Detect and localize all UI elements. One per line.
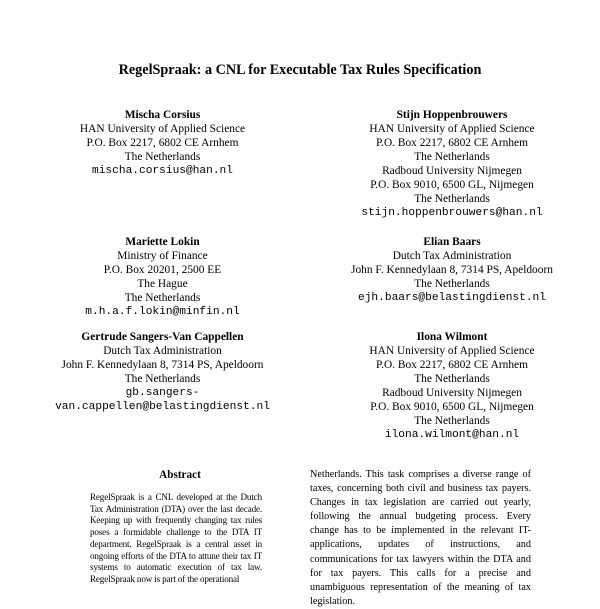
author-email: stijn.hoppenbrouwers@han.nl (361, 207, 543, 219)
author-name: Mischa Corsius (124, 109, 201, 121)
author-affiliation: Dutch Tax Administration (103, 345, 222, 357)
author-affiliation-2: Radboud University Nijmegen (382, 165, 522, 177)
author-name: Elian Baars (423, 236, 481, 248)
author-country: The Netherlands (414, 151, 490, 163)
author-affiliation: HAN University of Applied Science (79, 123, 246, 135)
author-address-2: P.O. Box 9010, 6500 GL, Nijmegen (370, 401, 534, 413)
author-city: The Hague (137, 278, 188, 290)
abstract-text: RegelSpraak is a CNL developed at the Dutch Tax Administration (DTA) over the last decade. Keeping up with frequently changing tax rules poses a formidable challenge to the DTA IT department. RegelSpraak is a central asset in ongoing efforts of the DTA to attune their tax IT systems to automatic execution of tax law. RegelSpraak now is part of the operational (90, 492, 262, 584)
author-email: mischa.corsius@han.nl (92, 165, 233, 177)
author-name: Ilona Wilmont (416, 331, 488, 343)
author-affiliation-2: Radboud University Nijmegen (382, 387, 522, 399)
author-block-corsius (0, 108, 325, 178)
author-address: P.O. Box 2217, 6802 CE Arnhem (376, 137, 528, 149)
author-email: ejh.baars@belastingdienst.nl (358, 292, 546, 304)
author-country-2: The Netherlands (414, 415, 490, 427)
author-address: John F. Kennedylaan 8, 7314 PS, Apeldoorn (351, 264, 553, 276)
author-name: Stijn Hoppenbrouwers (396, 109, 508, 121)
author-email: m.h.a.f.lokin@minfin.nl (85, 306, 240, 318)
author-affiliation: HAN University of Applied Science (369, 345, 535, 357)
author-email-line-2: van.cappellen@belastingdienst.nl (55, 401, 270, 413)
author-country: The Netherlands (414, 278, 490, 290)
author-country: The Netherlands (414, 373, 490, 385)
author-block-lokin (0, 235, 325, 319)
author-block-sangers-van-cappellen (0, 330, 325, 414)
author-block-baars (302, 235, 600, 305)
author-country-2: The Netherlands (414, 193, 490, 205)
paper-title: RegelSpraak: a CNL for Executable Tax Rules Specification (118, 62, 482, 78)
author-email: ilona.wilmont@han.nl (384, 429, 520, 441)
author-country: The Netherlands (124, 151, 201, 163)
author-country: The Netherlands (124, 373, 201, 385)
author-address: John F. Kennedylaan 8, 7314 PS, Apeldoorn (61, 359, 264, 371)
introduction-text: Netherlands. This task comprises a diverse range of taxes, concerning both civil and business tax payers. Changes in tax legislation are carried out yearly, following the annual budgeting process. Every change has to be implemented in the relevant IT-applications, updates of instructions, and communications for tax lawyers within the DTA and for tax payers. This calls for a precise and unambiguous representation of the meaning of tax legislation. (310, 469, 531, 607)
author-affiliation: HAN University of Applied Science (369, 123, 535, 135)
author-name: Gertrude Sangers-Van Cappellen (81, 331, 244, 343)
author-name: Mariette Lokin (125, 236, 200, 248)
author-address: P.O. Box 20201, 2500 EE (103, 264, 222, 276)
author-address: P.O. Box 2217, 6802 CE Arnhem (86, 137, 239, 149)
author-address-2: P.O. Box 9010, 6500 GL, Nijmegen (370, 179, 534, 191)
author-country: The Netherlands (124, 292, 201, 304)
author-affiliation: Dutch Tax Administration (392, 250, 512, 262)
author-affiliation: Ministry of Finance (117, 250, 208, 262)
author-address: P.O. Box 2217, 6802 CE Arnhem (376, 359, 528, 371)
author-email-line-1: gb.sangers- (125, 387, 200, 399)
author-block-hoppenbrouwers (302, 108, 600, 220)
author-block-wilmont (302, 330, 600, 442)
abstract-heading: Abstract (159, 469, 201, 481)
